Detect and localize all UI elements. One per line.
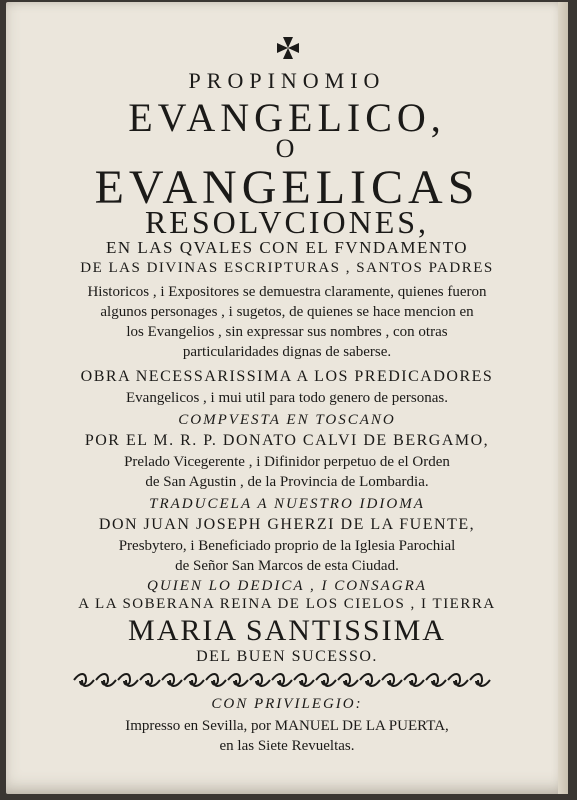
- description-line: particularidades dignas de saberse.: [182, 344, 392, 360]
- description-line: algunos personages , i sugetos, de quienes se hace mencion en: [100, 304, 474, 320]
- description-line: Historicos , i Expositores se demuestra claramente, quienes fueron: [87, 284, 487, 300]
- work-statement: OBRA NECESSARISSIMA A LOS PREDICADORES: [80, 368, 494, 385]
- imprint-address: en las Siete Revueltas.: [219, 738, 355, 754]
- subtitle-line: DE LAS DIVINAS ESCRIPTURAS , SANTOS PADRES: [80, 260, 494, 276]
- title-line-resoluciones: RESOLVCIONES,: [144, 204, 430, 240]
- dedication: QUIEN LO DEDICA , I CONSAGRA: [147, 578, 427, 594]
- title-line-propinomio: PROPINOMIO: [188, 68, 386, 93]
- dedication-line: A LA SOBERANA REINA DE LOS CIELOS , I TIERRA: [78, 596, 496, 612]
- maria-santissima: MARIA SANTISSIMA: [128, 614, 446, 647]
- author-title: Prelado Vicegerente , i Difinidor perpetuo de el Orden: [124, 454, 450, 470]
- del-buen-sucesso: DEL BUEN SUCESSO.: [196, 648, 378, 665]
- title-line-o: O: [275, 134, 299, 163]
- description-line: los Evangelios , sin expressar sus nombres , con otras: [126, 324, 448, 340]
- work-statement-cont: Evangelicos , i mui util para todo genero de personas.: [126, 390, 448, 406]
- title-page: [6, 2, 568, 794]
- translator-title: Presbytero, i Beneficiado proprio de la Iglesia Parochial: [118, 538, 456, 554]
- translator-line: DON JUAN JOSEPH GHERZI DE LA FUENTE,: [98, 516, 476, 533]
- author-title: de San Agustin , de la Provincia de Lombardia.: [145, 474, 429, 490]
- scroll-ornament: [72, 670, 502, 690]
- title-line-evangelico: EVANGELICO,: [128, 95, 446, 140]
- subtitle-line: EN LAS QVALES CON EL FVNDAMENTO: [105, 238, 469, 257]
- title-line-evangelicas: EVANGELICAS: [94, 161, 480, 214]
- composed-in: COMPVESTA EN TOSCANO: [178, 412, 396, 428]
- translated-by: TRADUCELA A NUESTRO IDIOMA: [149, 496, 425, 512]
- privilege: CON PRIVILEGIO:: [211, 696, 363, 712]
- cross-icon: [276, 36, 300, 60]
- translator-title: de Señor San Marcos de esta Ciudad.: [175, 558, 399, 574]
- author-line: POR EL M. R. P. DONATO CALVI DE BERGAMO,: [84, 432, 490, 449]
- imprint: Impresso en Sevilla, por MANUEL DE LA PUERTA,: [125, 718, 449, 734]
